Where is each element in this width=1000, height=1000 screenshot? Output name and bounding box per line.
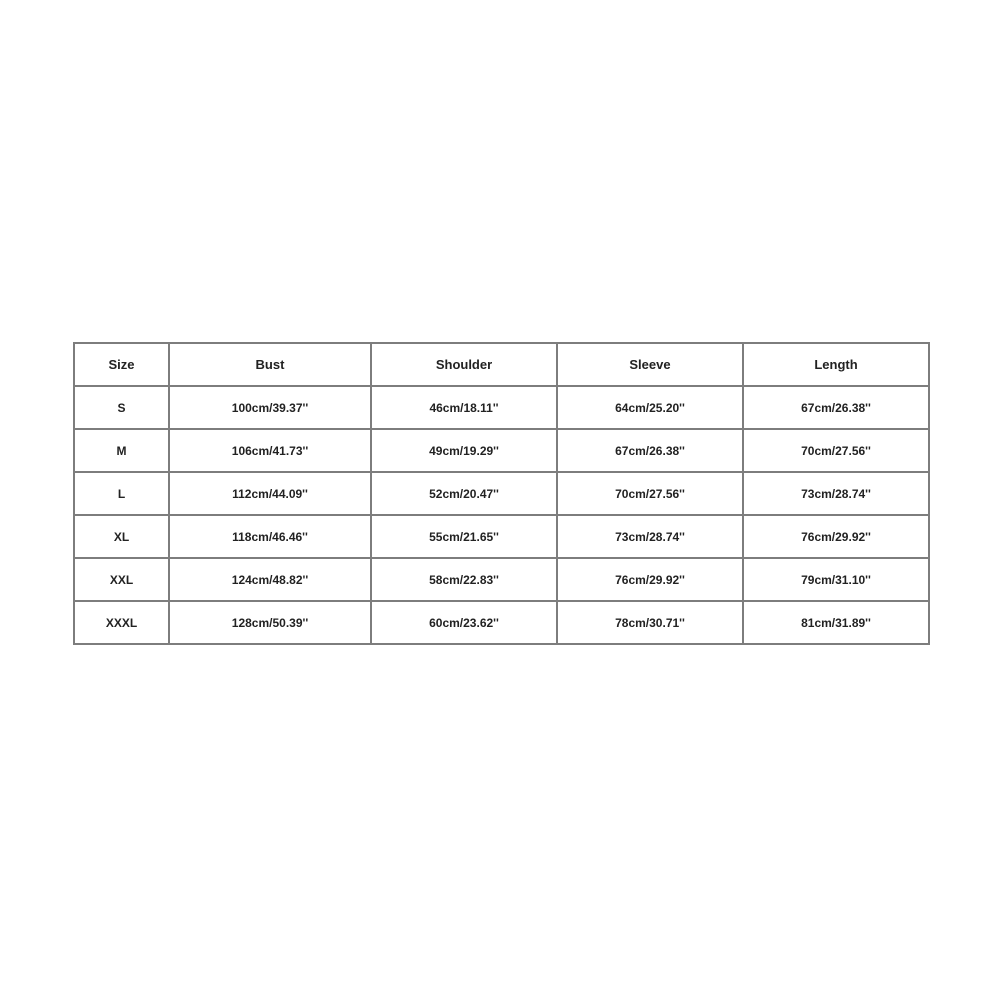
bust-cell: 106cm/41.73'' [169, 429, 371, 472]
header-bust: Bust [169, 343, 371, 386]
table-row [74, 601, 929, 644]
bust-cell: 124cm/48.82'' [169, 558, 371, 601]
sleeve-cell: 73cm/28.74'' [557, 515, 743, 558]
shoulder-cell: 49cm/19.29'' [371, 429, 557, 472]
table-row [74, 386, 929, 429]
bust-cell: 128cm/50.39'' [169, 601, 371, 644]
header-length: Length [743, 343, 929, 386]
header-shoulder: Shoulder [371, 343, 557, 386]
length-cell: 67cm/26.38'' [743, 386, 929, 429]
table-row [74, 515, 929, 558]
table-row [74, 472, 929, 515]
shoulder-cell: 52cm/20.47'' [371, 472, 557, 515]
bust-cell: 118cm/46.46'' [169, 515, 371, 558]
sleeve-cell: 64cm/25.20'' [557, 386, 743, 429]
table-row [74, 558, 929, 601]
size-cell: L [74, 472, 169, 515]
table-row [74, 429, 929, 472]
length-cell: 79cm/31.10'' [743, 558, 929, 601]
shoulder-cell: 60cm/23.62'' [371, 601, 557, 644]
shoulder-cell: 58cm/22.83'' [371, 558, 557, 601]
bust-cell: 112cm/44.09'' [169, 472, 371, 515]
shoulder-cell: 46cm/18.11'' [371, 386, 557, 429]
bust-cell: 100cm/39.37'' [169, 386, 371, 429]
header-size: Size [74, 343, 169, 386]
size-cell: S [74, 386, 169, 429]
sleeve-cell: 76cm/29.92'' [557, 558, 743, 601]
size-chart-table [73, 342, 930, 645]
header-sleeve: Sleeve [557, 343, 743, 386]
size-cell: M [74, 429, 169, 472]
length-cell: 76cm/29.92'' [743, 515, 929, 558]
sleeve-cell: 78cm/30.71'' [557, 601, 743, 644]
size-cell: XXL [74, 558, 169, 601]
header-row [74, 343, 929, 386]
shoulder-cell: 55cm/21.65'' [371, 515, 557, 558]
size-cell: XXXL [74, 601, 169, 644]
sleeve-cell: 67cm/26.38'' [557, 429, 743, 472]
length-cell: 73cm/28.74'' [743, 472, 929, 515]
sleeve-cell: 70cm/27.56'' [557, 472, 743, 515]
size-cell: XL [74, 515, 169, 558]
length-cell: 70cm/27.56'' [743, 429, 929, 472]
length-cell: 81cm/31.89'' [743, 601, 929, 644]
